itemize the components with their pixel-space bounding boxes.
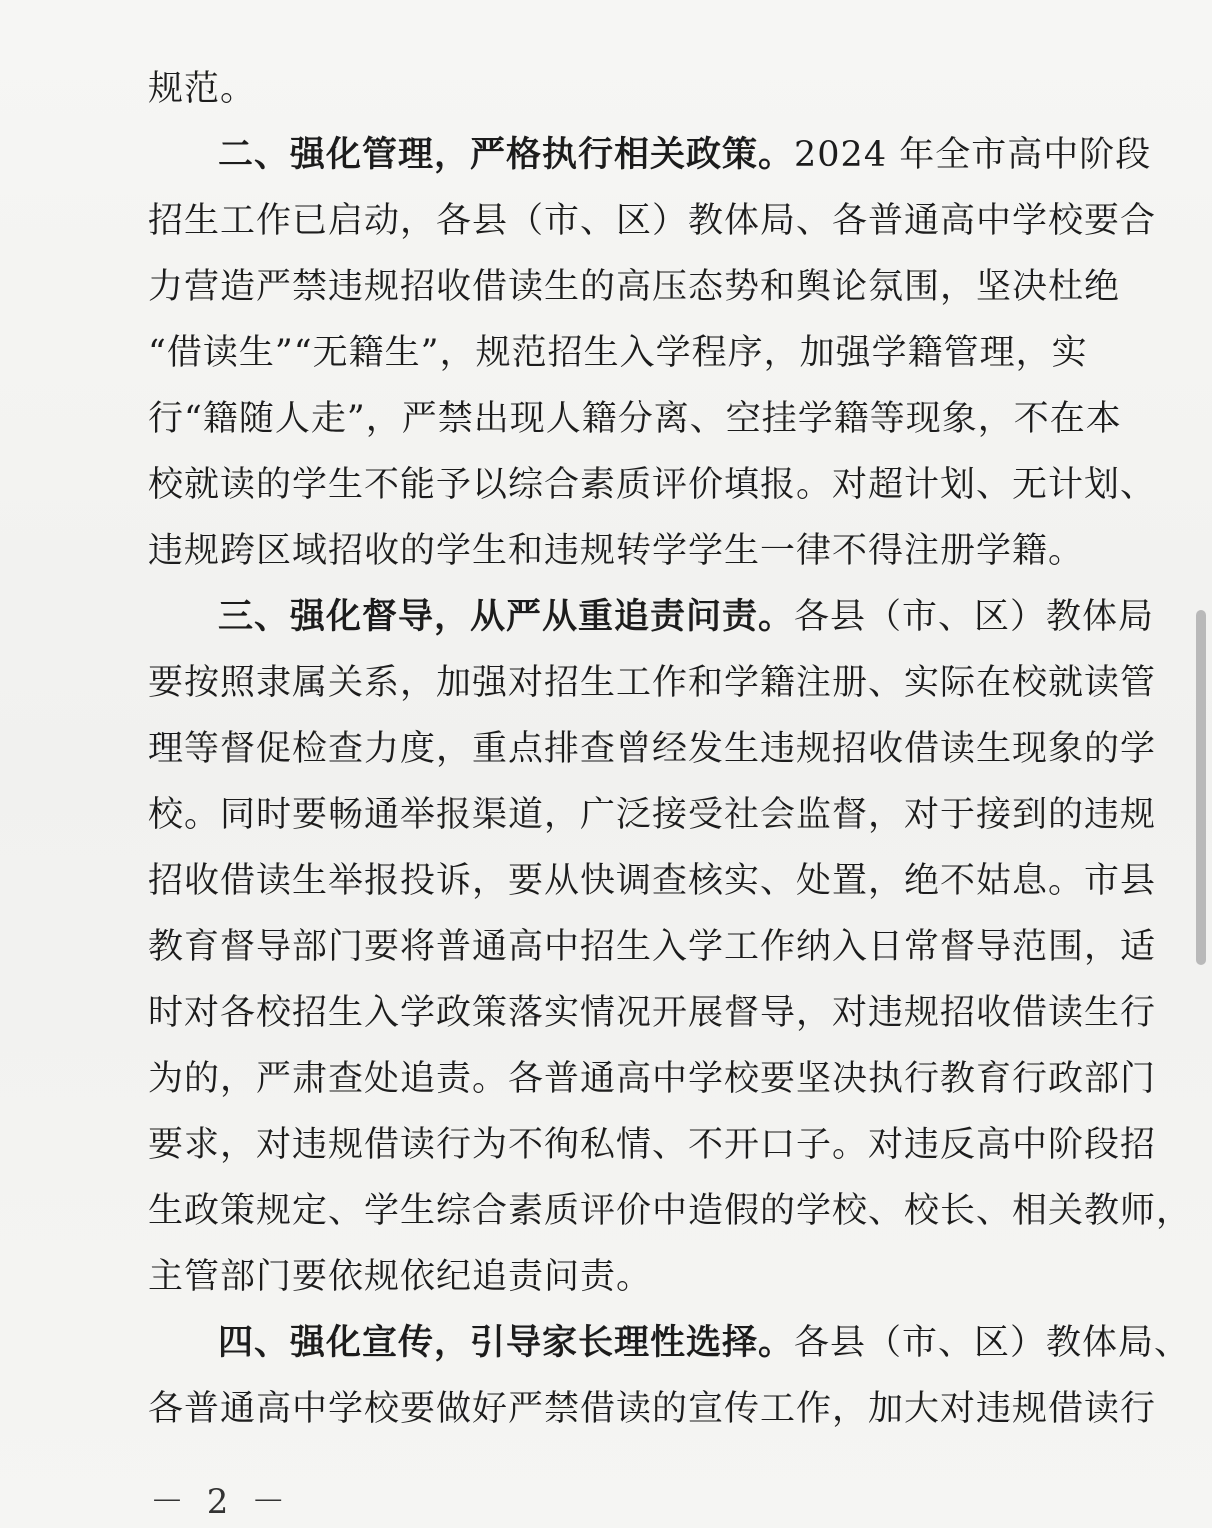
page-number: － 2 － (150, 1482, 292, 1522)
section-4-first-line-rest: 各县（市、区）教体局、 (794, 1323, 1191, 1363)
paragraph-1-tail: 规范。 (148, 69, 257, 109)
section-3-line: 理等督促检查力度，重点排查曾经发生违规招收借读生现象的学 (148, 729, 1157, 769)
section-2-line: 校就读的学生不能予以综合素质评价填报。对超计划、无计划、 (148, 465, 1157, 505)
section-2-first-line (148, 122, 1152, 188)
section-2-line-last: 违规跨区域招收的学生和违规转学学生一律不得注册学籍。 (148, 531, 1085, 571)
section-2-heading: 二、强化管理，严格执行相关政策。 (218, 135, 795, 175)
section-2-first-line-rest: 2024 年全市高中阶段 (794, 135, 1152, 175)
document-body (148, 56, 1193, 1442)
section-3-first-line-rest: 各县（市、区）教体局 (794, 597, 1155, 637)
vertical-scrollbar[interactable] (1196, 610, 1206, 965)
section-4-line: 各普通高中学校要做好严禁借读的宣传工作，加大对违规借读行 (148, 1389, 1157, 1429)
section-3-line: 为的，严肃查处追责。各普通高中学校要坚决执行教育行政部门 (148, 1059, 1157, 1099)
section-4-first-line (148, 1310, 1191, 1376)
section-3-line-last: 主管部门要依规依纪追责问责。 (148, 1257, 653, 1297)
section-2-line: 招生工作已启动，各县（市、区）教体局、各普通高中学校要合 (148, 201, 1157, 241)
section-3-line: 校。同时要畅通举报渠道，广泛接受社会监督，对于接到的违规 (148, 795, 1157, 835)
section-2-line: 行“籍随人走”，严禁出现人籍分离、空挂学籍等现象，不在本 (148, 399, 1122, 439)
section-3-heading: 三、强化督导，从严从重追责问责。 (218, 597, 795, 637)
section-2-line: “借读生”“无籍生”，规范招生入学程序，加强学籍管理，实 (148, 333, 1088, 373)
section-3-line: 教育督导部门要将普通高中招生入学工作纳入日常督导范围，适 (148, 927, 1157, 967)
section-2-line: 力营造严禁违规招收借读生的高压态势和舆论氛围，坚决杜绝 (148, 267, 1121, 307)
section-3-line: 要求，对违规借读行为不徇私情、不开口子。对违反高中阶段招 (148, 1125, 1157, 1165)
section-4-heading: 四、强化宣传，引导家长理性选择。 (218, 1323, 795, 1363)
section-3-line: 招收借读生举报投诉，要从快调查核实、处置，绝不姑息。市县 (148, 861, 1157, 901)
section-3-line: 要按照隶属关系，加强对招生工作和学籍注册、实际在校就读管 (148, 663, 1157, 703)
section-3-first-line (148, 584, 1155, 650)
section-3-line: 时对各校招生入学政策落实情况开展督导，对违规招收借读生行 (148, 993, 1157, 1033)
section-3-line: 生政策规定、学生综合素质评价中造假的学校、校长、相关教师， (148, 1191, 1193, 1231)
